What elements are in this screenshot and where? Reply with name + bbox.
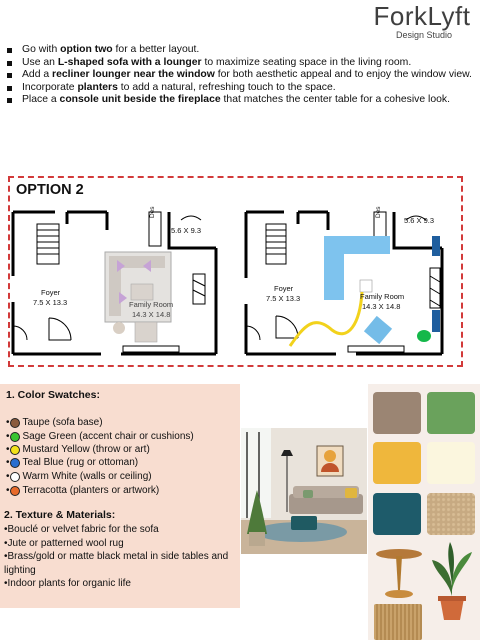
desk-dimensions: 5.6 X 9.3: [404, 216, 435, 225]
floor-plan-proposed-drawing: [244, 206, 456, 358]
floor-plan-current: [11, 206, 233, 358]
boucle-swatch: [427, 493, 475, 535]
side-table-icon: [374, 546, 424, 600]
foyer-label: Foyer: [41, 288, 61, 297]
color-swatch-label: Taupe (sofa base): [22, 417, 103, 428]
desk-label: Des: [375, 206, 382, 218]
bullet-marker: •: [6, 431, 10, 442]
recommendation-emphasis: option two: [60, 44, 113, 55]
foyer-dimensions: 7.5 X 13.3: [33, 298, 68, 307]
living-room-render: [241, 428, 367, 554]
taupe-swatch: [373, 392, 421, 434]
potted-plant-image: [428, 540, 476, 624]
foyer-dimensions: 7.5 X 13.3: [266, 294, 301, 303]
desk-dimensions: 5.6 X 9.3: [171, 226, 202, 235]
teal-swatch: [373, 493, 421, 535]
recommendation-text: for a better layout.: [112, 44, 200, 55]
recommendation-text: Add a: [22, 69, 53, 81]
recommendation-emphasis: console unit beside the fireplace: [59, 94, 221, 106]
material-item: •Bouclé or velvet fabric for the sofa: [4, 524, 159, 535]
color-dot-icon: [10, 458, 20, 468]
color-dot-icon: [10, 418, 20, 428]
material-item: •Jute or patterned wool rug: [4, 537, 124, 549]
color-swatch-label: Warm White (walls or ceiling): [22, 471, 152, 482]
family-room-label: Family Room: [129, 300, 174, 309]
material-item: •Indoor plants for organic life: [4, 578, 131, 589]
recommendation-list: [6, 44, 474, 107]
bullet-marker: •: [6, 457, 10, 468]
recommendation-emphasis: L-shaped sofa with a lounger: [57, 56, 202, 68]
color-dot-icon: [10, 486, 20, 496]
color-swatch-item: [6, 416, 103, 429]
living-room-illustration: [241, 428, 367, 554]
color-swatch-item: [6, 430, 194, 443]
recommendation-item: [6, 57, 474, 70]
recommendation-item: [6, 44, 474, 57]
side-table-image: [374, 546, 424, 600]
recommendation-text: Incorporate: [22, 81, 78, 93]
recommendation-item: [6, 82, 474, 95]
recommendation-text: for both aesthetic appeal and to enjoy the window view.: [214, 69, 472, 81]
bullet-marker: •: [6, 417, 10, 428]
brand-logo: [372, 2, 472, 41]
option-panel: [8, 176, 463, 367]
color-swatch-item: [6, 443, 150, 456]
color-swatch-item: [6, 484, 159, 497]
recommendation-text: that matches the center table for a cohesive look.: [220, 94, 450, 106]
recommendation-text: Use an: [22, 56, 58, 68]
color-swatch-label: Mustard Yellow (throw or art): [22, 444, 150, 455]
color-swatch-item: [6, 470, 152, 483]
family-room-dimensions: 14.3 X 14.8: [362, 302, 401, 311]
floor-plan-proposed: [244, 206, 456, 358]
family-room-label: Family Room: [360, 292, 405, 301]
foyer-label: Foyer: [274, 284, 294, 293]
color-dot-icon: [10, 432, 20, 442]
recommendation-text: Go with: [22, 44, 61, 55]
mustard-swatch: [373, 442, 421, 484]
materials-title: 2. Texture & Materials:: [4, 509, 116, 521]
option-title: OPTION 2: [16, 182, 84, 198]
warm-white-swatch: [427, 442, 475, 484]
jute-rug-swatch: [374, 604, 422, 640]
brand-name: ForkLyft: [373, 1, 471, 31]
recommendation-item: [6, 94, 474, 107]
color-swatches-title: 1. Color Swatches:: [6, 389, 100, 401]
bullet-marker: •: [6, 485, 10, 496]
bullet-marker: •: [6, 444, 10, 455]
recommendation-text: Place a: [22, 94, 60, 106]
color-swatch-label: Teal Blue (rug or ottoman): [22, 457, 139, 468]
desk-label: Des: [149, 206, 156, 218]
color-swatch-label: Sage Green (accent chair or cushions): [22, 431, 194, 442]
material-item: •Brass/gold or matte black metal in side tables and lighting: [4, 551, 229, 576]
potted-plant-icon: [428, 540, 476, 624]
recommendation-item: [6, 69, 474, 82]
color-swatch-label: Terracotta (planters or artwork): [22, 485, 160, 496]
family-room-dimensions: 14.3 X 14.8: [132, 310, 171, 319]
materials-list: [4, 523, 238, 591]
bullet-marker: •: [6, 471, 10, 482]
color-swatch-item: [6, 456, 138, 469]
recommendation-text: to maximize seating space in the living room.: [201, 56, 412, 68]
recommendation-emphasis: recliner lounger near the window: [52, 69, 215, 81]
brand-subtitle: Design Studio: [395, 30, 453, 40]
recommendation-text: to add a natural, refreshing touch to the space.: [117, 81, 336, 93]
color-dot-icon: [10, 472, 20, 482]
sage-swatch: [427, 392, 475, 434]
recommendation-emphasis: planters: [77, 81, 118, 93]
color-dot-icon: [10, 445, 20, 455]
